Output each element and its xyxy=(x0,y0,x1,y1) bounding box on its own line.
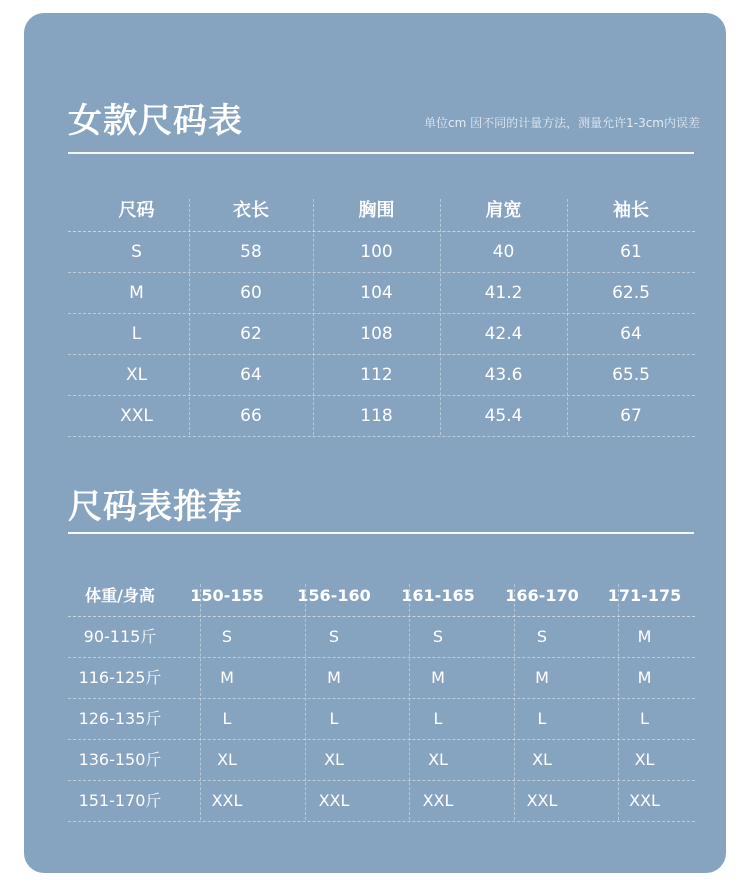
table-cell: M xyxy=(535,668,549,687)
column-divider xyxy=(313,199,314,435)
column-divider xyxy=(514,584,515,820)
header-cell: 袖长 xyxy=(613,200,649,221)
table-cell: L xyxy=(433,709,443,728)
table-cell: M xyxy=(129,283,144,303)
measurement-note: 单位cm 因不同的计量方法，测量允许1-3cm内误差 xyxy=(424,116,700,130)
table-cell: XXL xyxy=(526,791,558,810)
table-cell: 65.5 xyxy=(612,365,650,385)
table-cell: 136-150斤 xyxy=(78,750,162,769)
table-cell: 66 xyxy=(240,406,262,426)
header-cell: 161-165 xyxy=(401,586,475,605)
table-cell: 64 xyxy=(620,324,642,344)
size-chart-title: 女款尺码表 xyxy=(68,101,243,141)
table-cell: 62 xyxy=(240,324,262,344)
table-cell: 126-135斤 xyxy=(78,709,162,728)
table-cell: XXL xyxy=(211,791,243,810)
table-row xyxy=(68,314,695,355)
header-cell: 150-155 xyxy=(190,586,264,605)
header-cell: 171-175 xyxy=(607,586,682,605)
table-cell: XXL xyxy=(422,791,454,810)
header-cell: 胸围 xyxy=(358,200,395,221)
table-cell: M xyxy=(431,668,445,687)
table-row xyxy=(68,699,695,740)
table-cell: M xyxy=(637,627,652,646)
table-cell: 64 xyxy=(240,365,262,385)
table-cell: XXL xyxy=(318,791,350,810)
table-row xyxy=(68,232,695,273)
table-cell: 104 xyxy=(360,283,393,303)
table-cell: XL xyxy=(217,750,237,769)
table-row xyxy=(68,740,695,781)
table-row xyxy=(68,781,695,822)
table-row xyxy=(68,658,695,699)
size-recommend-table xyxy=(68,576,695,822)
table-cell: S xyxy=(221,627,233,646)
table-cell: S xyxy=(432,627,444,646)
header-cell: 156-160 xyxy=(297,586,371,605)
table-cell: 45.4 xyxy=(484,406,523,426)
table-row xyxy=(68,273,695,314)
table-cell: 67 xyxy=(620,406,642,426)
column-divider xyxy=(189,199,190,435)
header-cell: 166-170 xyxy=(505,586,579,605)
table-row xyxy=(68,355,695,396)
column-divider xyxy=(200,584,201,820)
table-cell: XL xyxy=(125,365,148,385)
table-cell: M xyxy=(637,668,652,687)
table-cell: XXL xyxy=(629,791,660,810)
header-cell: 衣长 xyxy=(233,200,269,221)
table-cell: 100 xyxy=(360,242,393,262)
size-table xyxy=(68,191,695,437)
table-cell: 151-170斤 xyxy=(78,791,162,810)
table-cell: S xyxy=(536,627,548,646)
table-cell: 108 xyxy=(360,324,393,344)
table-cell: S xyxy=(131,242,142,262)
table-cell: 42.4 xyxy=(484,324,523,344)
header-cell: 肩宽 xyxy=(485,200,522,221)
column-divider xyxy=(305,584,306,820)
header-cell: 尺码 xyxy=(118,200,155,221)
table-cell: L xyxy=(222,709,232,728)
table-cell: 58 xyxy=(240,242,262,262)
table-cell: 43.6 xyxy=(484,365,523,385)
table-cell: 62.5 xyxy=(612,283,650,303)
table-cell: XXL xyxy=(120,406,153,426)
column-divider xyxy=(440,199,441,435)
table-cell: 40 xyxy=(492,242,515,262)
table-cell: XL xyxy=(324,750,344,769)
divider xyxy=(68,532,694,534)
size-chart-card xyxy=(24,13,726,873)
table-header-row xyxy=(68,576,695,617)
table-cell: XL xyxy=(532,750,552,769)
column-divider xyxy=(409,584,410,820)
table-cell: L xyxy=(640,709,649,728)
column-divider xyxy=(618,584,619,820)
table-cell: M xyxy=(327,668,341,687)
table-cell: 41.2 xyxy=(484,283,523,303)
header-cell: 体重/身高 xyxy=(85,586,155,605)
table-cell: 60 xyxy=(240,283,262,303)
table-cell: L xyxy=(329,709,339,728)
size-recommend-title: 尺码表推荐 xyxy=(68,487,243,527)
table-cell: 118 xyxy=(360,406,393,426)
table-cell: 112 xyxy=(360,365,393,385)
table-cell: 90-115斤 xyxy=(83,627,157,646)
table-cell: M xyxy=(220,668,234,687)
table-cell: 116-125斤 xyxy=(78,668,162,687)
table-cell: L xyxy=(537,709,547,728)
table-header-row xyxy=(68,191,695,232)
table-cell: XL xyxy=(634,750,655,769)
table-cell: XL xyxy=(428,750,448,769)
table-row xyxy=(68,617,695,658)
divider xyxy=(68,152,694,154)
table-cell: S xyxy=(328,627,340,646)
column-divider xyxy=(567,199,568,435)
table-cell: 61 xyxy=(620,242,642,262)
table-row xyxy=(68,396,695,437)
table-cell: L xyxy=(131,324,142,344)
